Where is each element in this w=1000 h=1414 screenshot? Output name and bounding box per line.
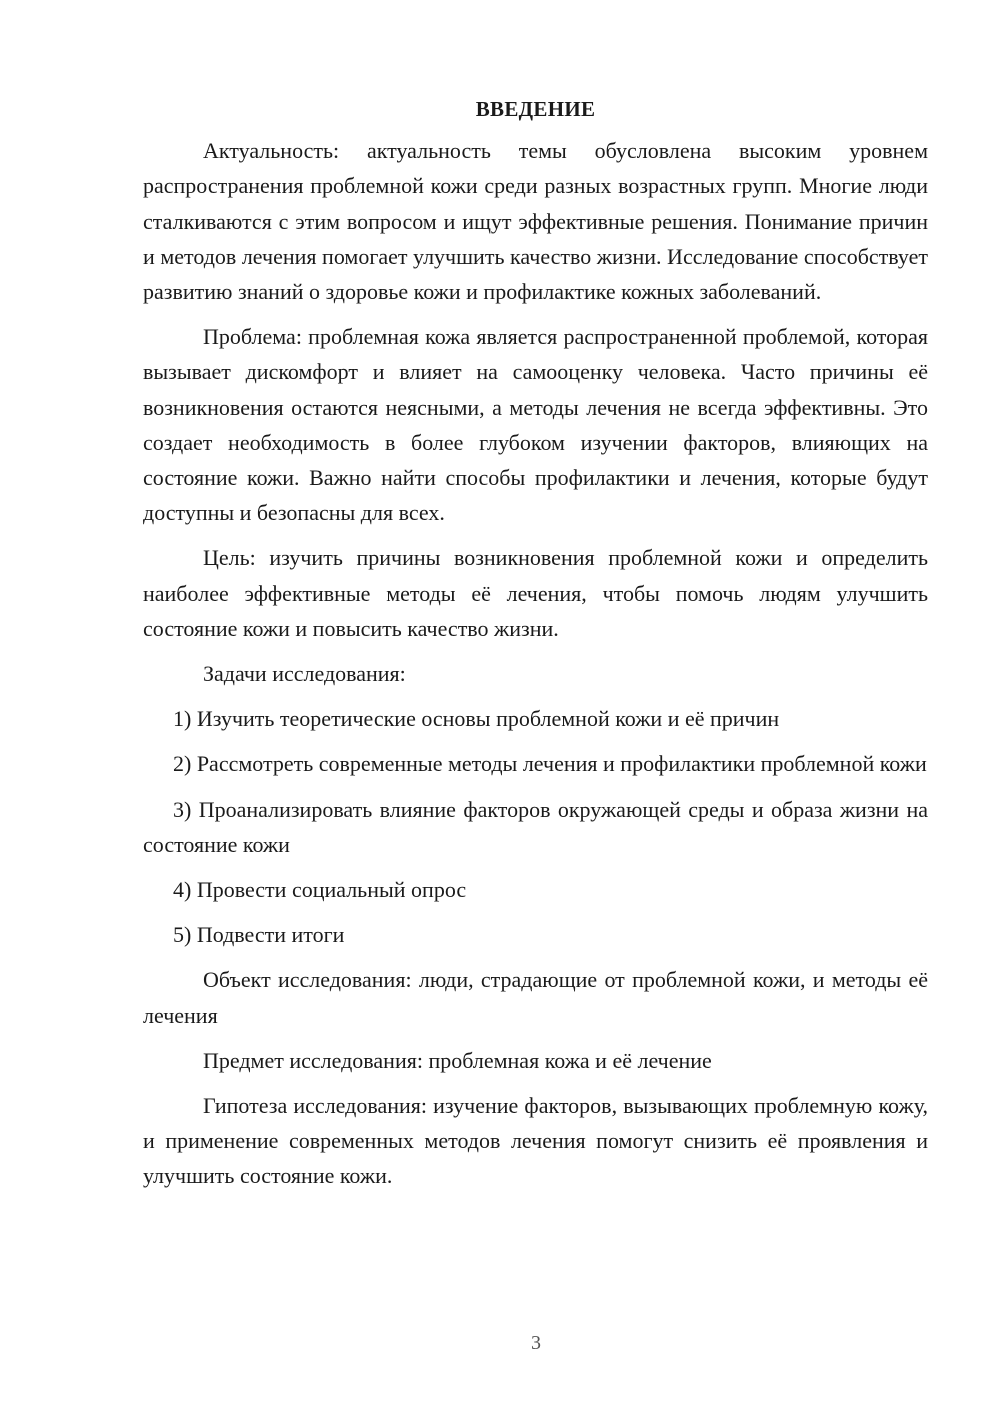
relevance-paragraph: Актуальность: актуальность темы обусловлена высоким уровнем распространения проблемной кожи среди разных возрастных групп. Многие люди сталкиваются с этим вопросом и ищут эффективные решения. Понимание причин и методов лечения помогает улучшить качество жизни. Исследование способствует развитию знаний о здоровье кожи и профилактике кожных заболеваний. <box>143 138 928 305</box>
object-paragraph: Объект исследования: люди, страдающие от проблемной кожи, и методы её лечения <box>143 967 928 1028</box>
task-item-5: 5) Подвести итоги <box>173 922 345 948</box>
tasks-heading: Задачи исследования: <box>203 661 406 687</box>
task-item-3: 3) Проанализировать влияние факторов окружающей среды и образа жизни на состояние кожи <box>143 796 928 857</box>
goal-paragraph: Цель: изучить причины возникновения проблемной кожи и определить наиболее эффективные методы её лечения, чтобы помочь людям улучшить состояние кожи и повысить качество жизни. <box>143 545 928 641</box>
problem-paragraph: Проблема: проблемная кожа является распространенной проблемой, которая вызывает дискомфорт и влияет на самооценку человека. Часто причины её возникновения остаются неясными, а методы лечения не всегда эффективны. Это создает необходимость в более глубоком изучении факторов, влияющих на состояние кожи. Важно найти способы профилактики и лечения, которые будут доступны и безопасны для всех. <box>143 324 928 526</box>
hypothesis-paragraph: Гипотеза исследования: изучение факторов, вызывающих проблемную кожу, и применение современных методов лечения помогут снизить её проявления и улучшить состояние кожи. <box>143 1093 928 1189</box>
task-item-1: 1) Изучить теоретические основы проблемной кожи и её причин <box>173 706 780 732</box>
document-page <box>143 92 928 1204</box>
task-item-4: 4) Провести социальный опрос <box>173 877 467 903</box>
section-title: ВВЕДЕНИЕ <box>475 97 596 121</box>
subject-paragraph: Предмет исследования: проблемная кожа и её лечение <box>203 1047 712 1073</box>
page-number: 3 <box>531 1332 541 1354</box>
task-item-2: 2) Рассмотреть современные методы лечения и профилактики проблемной кожи <box>173 751 927 777</box>
